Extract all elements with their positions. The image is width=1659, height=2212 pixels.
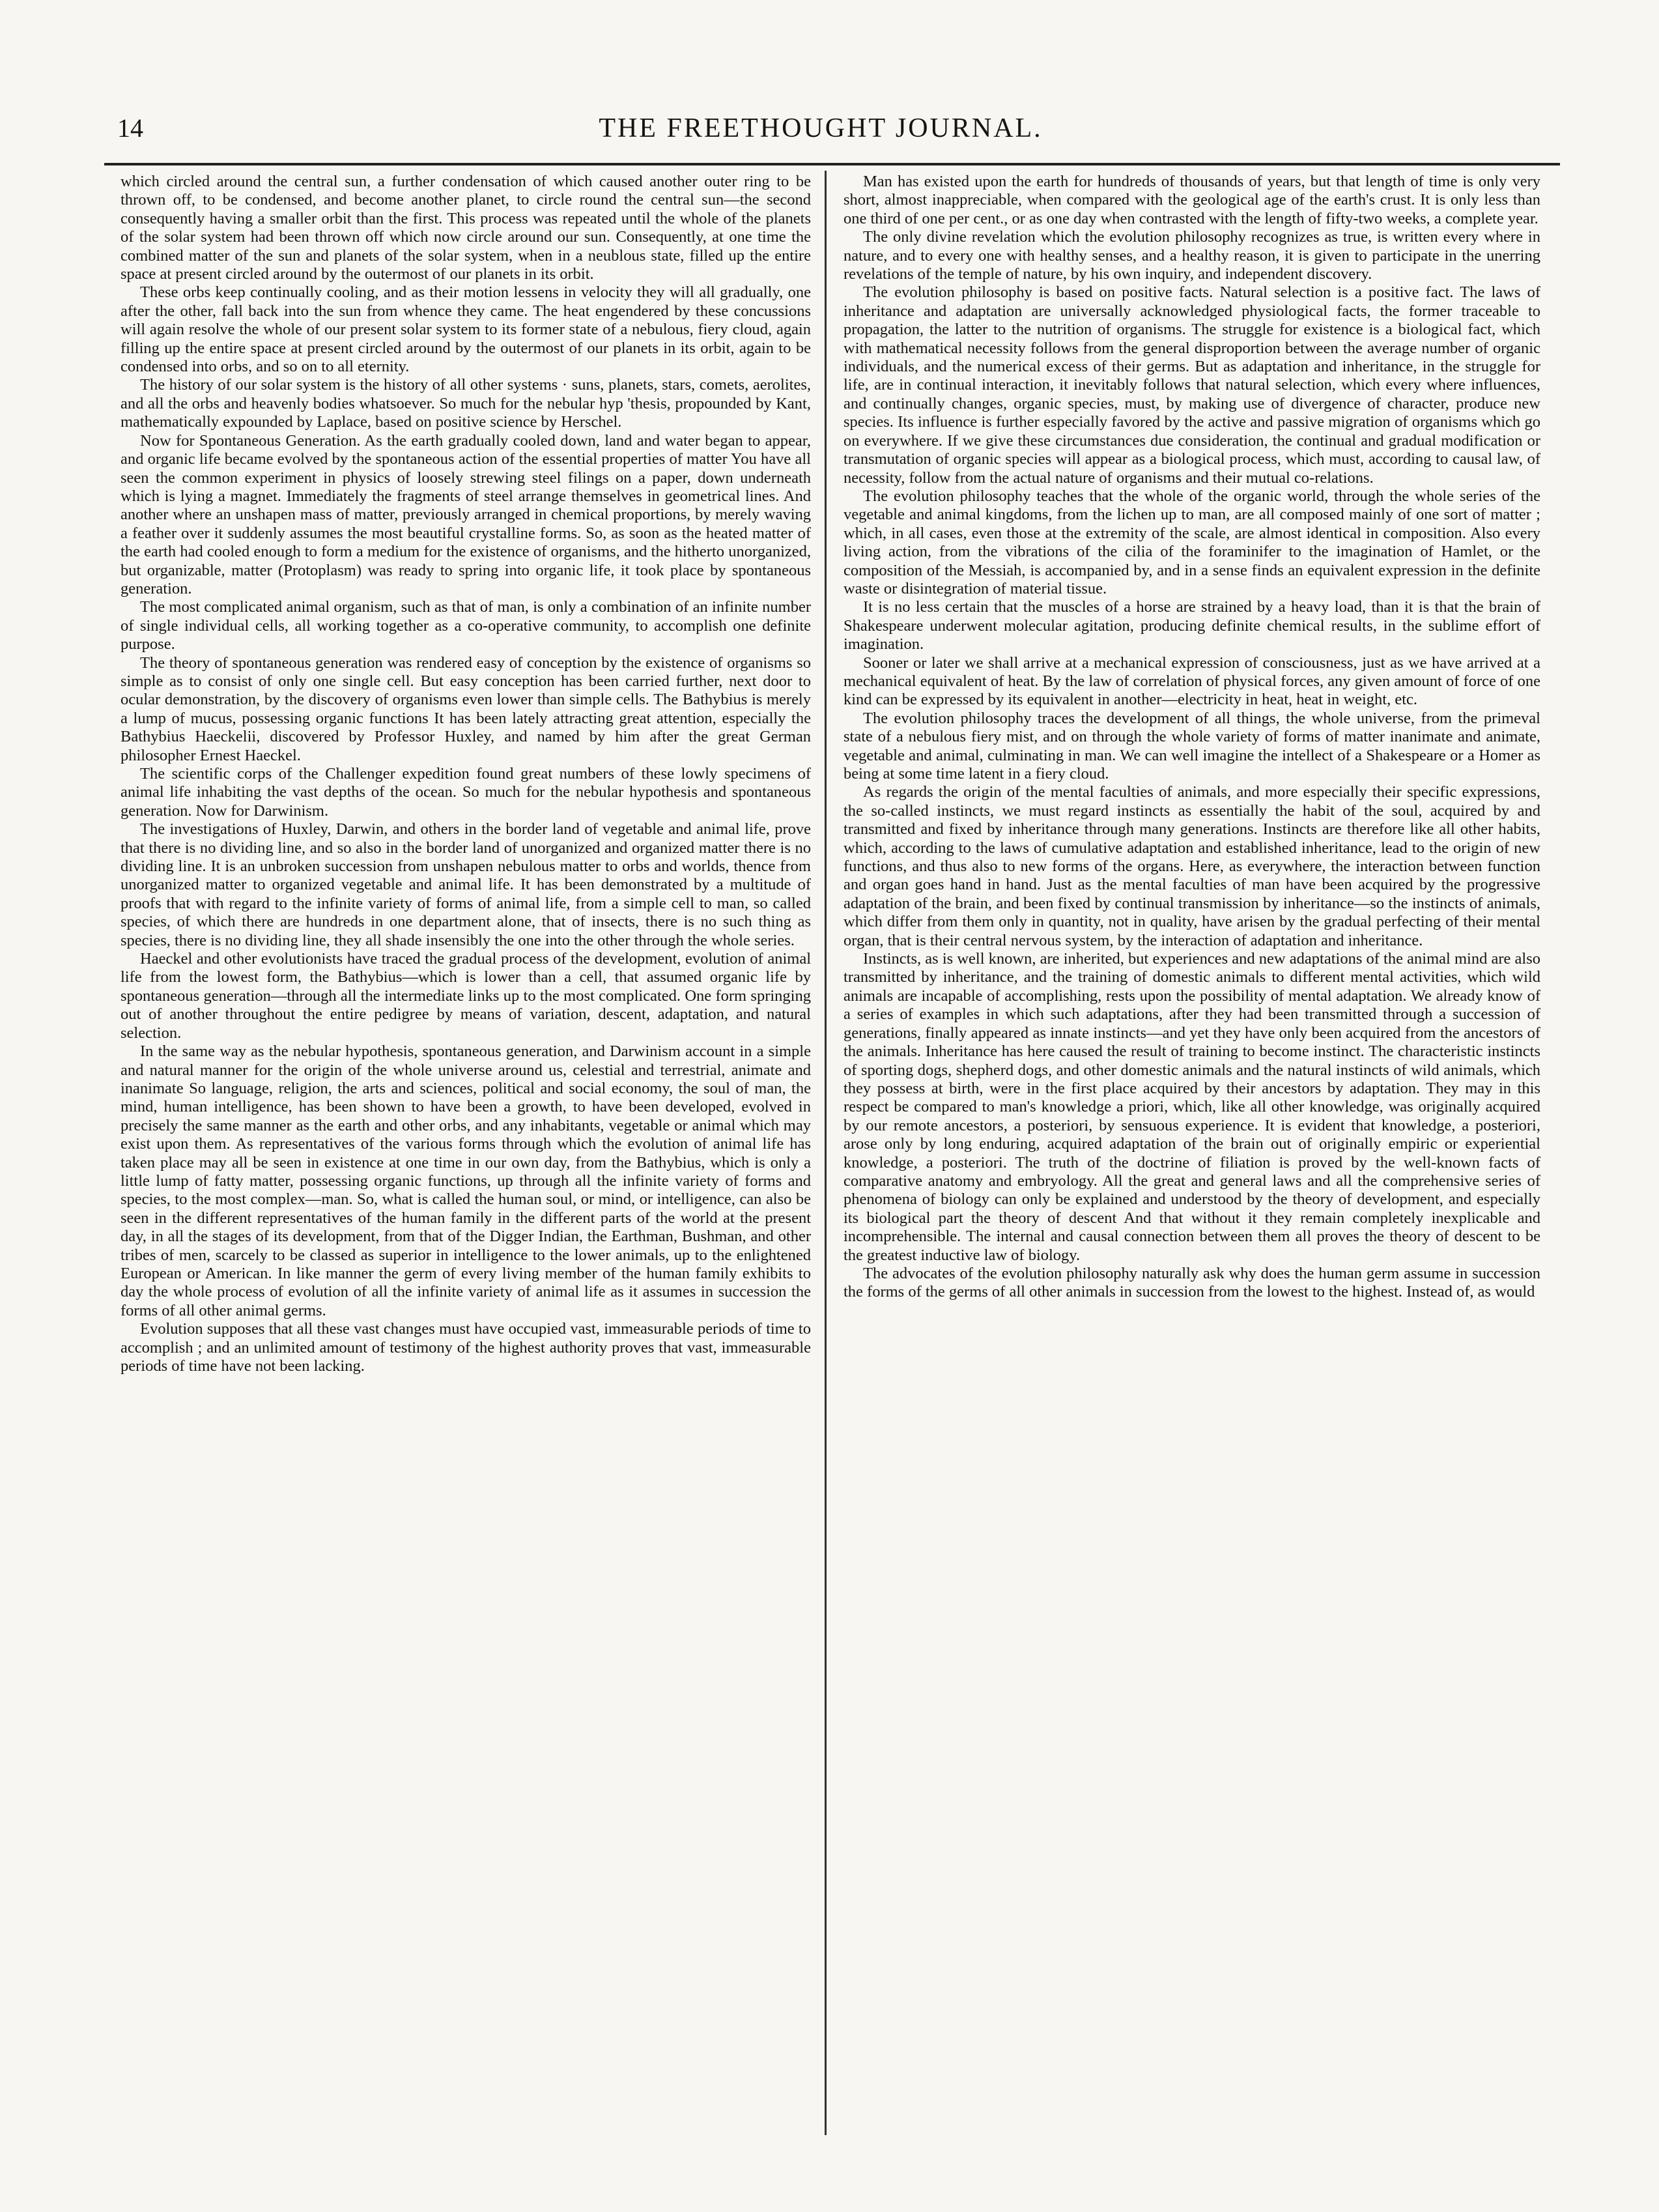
paragraph: Haeckel and other evolutionists have traced the gradual process of the development, evolution of animal life from the lowest form, the Bathybius—which is lower than a cell, that assumed organic life by spontaneous generation—through all the intermediate links up to the most complicated. One form springing out of another throughout the entire pedigree by means of variation, descent, adaptation, and natural selection. — [121, 950, 811, 1042]
paragraph: The evolution philosophy is based on positive facts. Natural selection is a positive fact. The laws of inheritance and adaptation are universally acknowledged physiological facts, the former traceable to propagation, the latter to the nutrition of organisms. The struggle for existence is a biological fact, which with mathematical necessity follows from the general disproportion between the average number of organic individuals, and the numerical excess of their germs. But as adaptation and inheritance, in the struggle for life, are in continual interaction, it inevitably follows that natural selection, which every where influences, and continually changes, organic species, must, by making use of divergence of character, produce new species. Its influence is further especially favored by the active and passive migration of organisms which go on everywhere. If we give these circumstances due consideration, the continual and gradual modification or transmutation of organic species will appear as a biological process, which must, according to causal law, of necessity, follow from the actual nature of organisms and their mutual co-relations. — [844, 283, 1540, 487]
paragraph: The most complicated animal organism, such as that of man, is only a combination of an infinite number of single individual cells, all working together as a co-operative community, to accomplish one definite purpose. — [121, 598, 811, 654]
paragraph: It is no less certain that the muscles of a horse are strained by a heavy load, than it is that the brain of Shakespeare underwent molecular agitation, producing definite chemical results, in the sublime effort of imagination. — [844, 598, 1540, 654]
page-header — [104, 108, 1537, 153]
paragraph: The evolution philosophy traces the development of all things, the whole universe, from the primeval state of a nebulous fiery mist, and on through the whole variety of forms of matter inanimate and animate, vegetable and animal, culminating in man. We can well imagine the intellect of a Shakespeare or a Homer as being at some time latent in a fiery cloud. — [844, 709, 1540, 783]
paragraph: Instincts, as is well known, are inherited, but experiences and new adaptations of the animal mind are also transmitted by inheritance, and the training of domestic animals to different mental activities, which wild animals are incapable of accomplishing, rests upon the possibility of mental adaptation. We already know of a series of examples in which such adaptations, after they had been transmitted through a succession of generations, finally appeared as innate instincts—and yet they have only been acquired from the ancestors of the animals. Inheritance has here caused the result of training to become instinct. The characteristic instincts of sporting dogs, shepherd dogs, and other domestic animals and the natural instincts of wild animals, which they possess at birth, were in the first place acquired by their ancestors by adaptation. They may in this respect be compared to man's knowledge a priori, which, like all other knowledge, was originally acquired by our remote ancestors, a posteriori, by sensuous experience. It is evident that knowledge, a posteriori, arose only by long enduring, acquired adaptation of the brain out of originally empiric or experiential knowledge, a posteriori. The truth of the doctrine of filiation is proved by the well-known facts of comparative anatomy and embryology. All the great and general laws and all the comprehensive series of phenomena of biology can only be explained and understood by the theory of development, and especially its biological part the theory of descent And that without it they remain completely inexplicable and incomprehensible. The internal and causal connection between them all proves the theory of descent to be the greatest inductive law of biology. — [844, 950, 1540, 1264]
paragraph: The history of our solar system is the history of all other systems · suns, planets, stars, comets, aerolites, and all the orbs and heavenly bodies whatsoever. So much for the nebular hyp 'thesis, propounded by Kant, mathematically expounded by Laplace, based on positive science by Herschel. — [121, 376, 811, 431]
paragraph: The advocates of the evolution philosophy naturally ask why does the human germ assume in succession the forms of the germs of all other animals in succession from the lowest to the highest. Instead of, as would — [844, 1264, 1540, 1301]
paragraph: which circled around the central sun, a further condensation of which caused another outer ring to be thrown off, to be condensed, and become another planet, to circle round the central sun—the second consequently having a smaller orbit than the first. This process was repeated until the whole of the planets of the solar system had been thrown off which now circle around our sun. Consequently, at one time the combined matter of the sun and planets of the solar system, when in a neublous state, filled up the entire space at present circled around by the outermost of our planets in its orbit. — [121, 173, 811, 283]
column-divider — [825, 171, 827, 2135]
right-column — [844, 173, 1540, 2140]
page-number: 14 — [117, 113, 143, 143]
paragraph: The investigations of Huxley, Darwin, and others in the border land of vegetable and animal life, prove that there is no dividing line, and so also in the border land of unorganized and organized matter there is no dividing line. It is an unbroken succession from unshapen nebulous matter to orbs and worlds, thence from unorganized matter to organized vegetable and animal life. It has been demonstrated by a multitude of proofs that with regard to the infinite variety of forms of animal life, from a simple cell to man, so called species, of which there are hundreds in one department alone, that of insects, there is no such thing as species, there is no dividing line, they all shade insensibly the one into the other through the whole series. — [121, 820, 811, 949]
header-rule — [104, 163, 1560, 165]
journal-title: THE FREETHOUGHT JOURNAL. — [599, 113, 1043, 143]
paragraph: As regards the origin of the mental faculties of animals, and more especially their specific expressions, the so-called instincts, we must regard instincts as essentially the habit of the soul, acquired by and transmitted and fixed by inheritance through many generations. Instincts are therefore like all other habits, which, according to the laws of cumulative adaptation and established inheritance, lead to the origin of new functions, and thus also to new forms of the organs. Here, as everywhere, the interaction between function and organ goes hand in hand. Just as the mental faculties of man have been acquired by the progressive adaptation of the brain, and been fixed by continual transmission by inheritance—so the instincts of animals, which differ from them only in quantity, not in quality, have arisen by the gradual perfecting of their mental organ, that is their central nervous system, by the interaction of adaptation and inheritance. — [844, 783, 1540, 949]
paragraph: Sooner or later we shall arrive at a mechanical expression of consciousness, just as we have arrived at a mechanical equivalent of heat. By the law of correlation of physical forces, any given amount of force of one kind can be expressed by its equivalent in another—electricity in heat, heat in weight, etc. — [844, 654, 1540, 709]
paragraph: These orbs keep continually cooling, and as their motion lessens in velocity they will all gradually, one after the other, fall back into the sun from whence they came. The heat engendered by these concussions will again resolve the whole of our present solar system to its former state of a nebulous, fiery cloud, again filling up the entire space at present circled around by the outermost of our planets in its orbit, again to be condensed into orbs, and so on to all eternity. — [121, 283, 811, 376]
paragraph: The scientific corps of the Challenger expedition found great numbers of these lowly specimens of animal life inhabiting the vast depths of the ocean. So much for the nebular hypothesis and spontaneous generation. Now for Darwinism. — [121, 765, 811, 820]
paragraph: The evolution philosophy teaches that the whole of the organic world, through the whole series of the vegetable and animal kingdoms, from the lichen up to man, are all composed mainly of one sort of matter ; which, in all cases, even those at the extremity of the scale, are almost identical in composition. Also every living action, from the vibrations of the cilia of the foraminifer to the imagination of Hamlet, or the composition of the Messiah, is accompanied by, and in a sense finds an equivalent expression in the definite waste or disintegration of material tissue. — [844, 487, 1540, 597]
paragraph: In the same way as the nebular hypothesis, spontaneous generation, and Darwinism account in a simple and natural manner for the origin of the whole universe around us, celestial and terrestrial, animate and inanimate So language, religion, the arts and sciences, political and social economy, the soul of man, the mind, human intelligence, has been shown to have been a growth, to have been developed, evolved in precisely the same manner as the earth and other orbs, and any inhabitants, vegetable or animal which may exist upon them. As representatives of the various forms through which the evolution of animal life has taken place may all be seen in existence at one time in our own day, from the Bathybius, which is only a little lump of fatty matter, possessing organic functions, up through all the infinite variety of forms and species, to the most complex—man. So, what is called the human soul, or mind, or intelligence, can also be seen in the different representatives of the human family in the different parts of the world at the present day, in all the stages of its development, from that of the Digger Indian, the Earthman, Bushman, and other tribes of men, scarcely to be classed as superior in intelligence to the lower animals, up to the enlightened European or American. In like manner the germ of every living member of the human family exhibits to day the whole process of evolution of all the infinite variety of animal life as it assumes in succession the forms of all other animal germs. — [121, 1042, 811, 1319]
paragraph: The theory of spontaneous generation was rendered easy of conception by the existence of organisms so simple as to consist of only one single cell. But easy conception has been carried further, next door to ocular demonstration, by the discovery of organisms even lower than simple cells. The Bathybius is merely a lump of mucus, possessing organic functions It has been lately attracting great attention, especially the Bathybius Haeckelii, discovered by Professor Huxley, and named by him after the great German philosopher Ernest Haeckel. — [121, 654, 811, 764]
paragraph: Evolution supposes that all these vast changes must have occupied vast, immeasurable periods of time to accomplish ; and an unlimited amount of testimony of the highest authority proves that vast, immeasurable periods of time have not been lacking. — [121, 1320, 811, 1375]
paragraph: The only divine revelation which the evolution philosophy recognizes as true, is written every where in nature, and to every one with healthy senses, and a healthy reason, it is given to participate in the unerring revelations of the temple of nature, by his own inquiry, and independent discovery. — [844, 228, 1540, 283]
paragraph: Man has existed upon the earth for hundreds of thousands of years, but that length of time is only very short, almost inappreciable, when compared with the geological age of the earth's crust. It is only less than one third of one per cent., or as one day when contrasted with the length of fifty-two weeks, a complete year. — [844, 173, 1540, 227]
paragraph: Now for Spontaneous Generation. As the earth gradually cooled down, land and water began to appear, and organic life became evolved by the spontaneous action of the essential properties of matter You have all seen the common experiment in physics of loosely strewing steel filings on a paper, down underneath which is lying a magnet. Immediately the fragments of steel arrange themselves in geometrical lines. And another where an unshapen mass of matter, previously arranged in chemical proportions, by merely waving a feather over it suddenly assumes the most beautiful crystalline forms. So, as soon as the heated matter of the earth had cooled enough to form a medium for the existence of organisms, and the hitherto unorganized, but organizable, matter (Protoplasm) was ready to spring into organic life, it took place by spontaneous generation. — [121, 431, 811, 597]
left-column — [121, 173, 811, 2140]
